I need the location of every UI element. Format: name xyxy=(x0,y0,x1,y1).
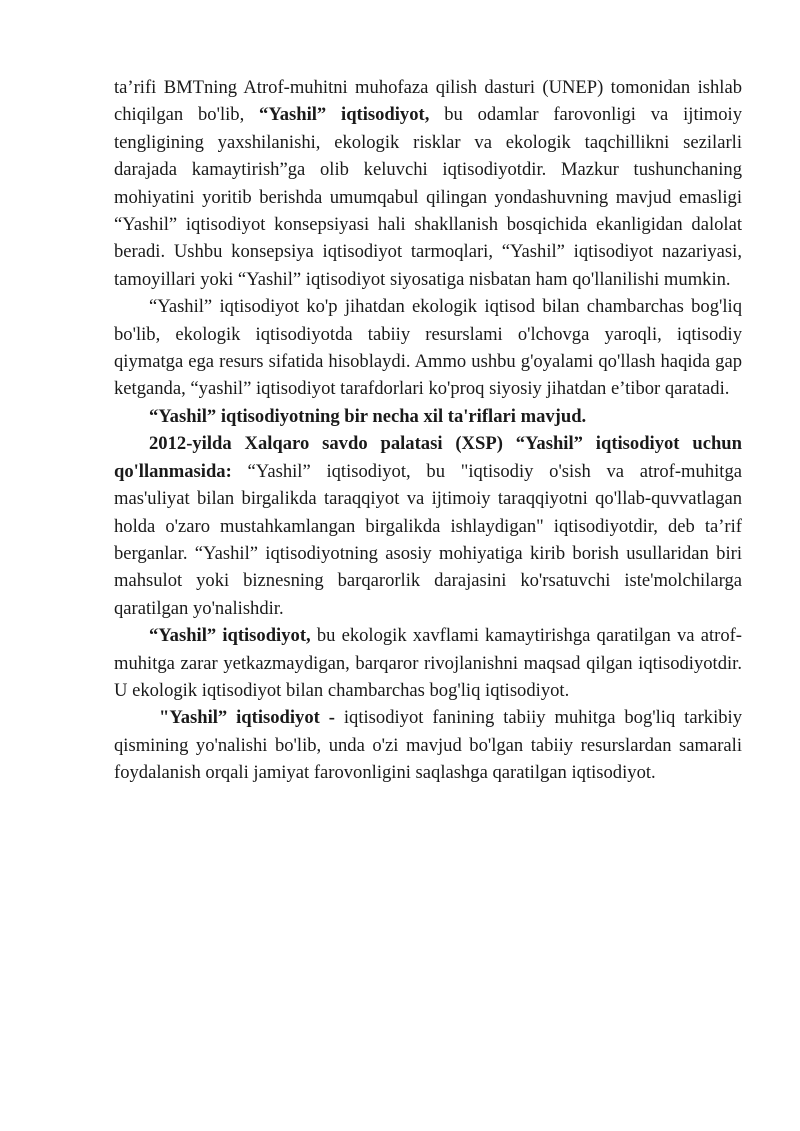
bold-term: “Yashil” iqtisodiyot, xyxy=(259,104,430,126)
bold-term: “Yashil” iqtisodiyot, xyxy=(149,625,311,647)
paragraph-text: ta’rifi BMTning Atrof-muhitni muhofaza qilish dasturi (UNEP) tomonidan ishlab chiqilgan bo'lib, xyxy=(114,77,742,126)
paragraph-text: bu odamlar farovonligi va ijtimoiy tengligining yaxshilanishi, ekologik risklar va ekologik taqchillikni sezilarli darajada kamaytirish”ga olib keluvchi iqtisodiyotdir. Mazkur tushunchaning mohiyatini yoritib berishda umumqabul qilingan yondashuvning mavjud emasligi “Yashil” iqtisodiyot konsepsiyasi hali shakllanish bosqichida ekanligidan dalolat beradi. Ushbu konsepsiya iqtisodiyot tarmoqlari, “Yashil” iqtisodiyot nazariyasi, tamoyillari yoki “Yashil” iqtisodiyot siyosatiga nisbatan ham qo'llanilishi mumkin. xyxy=(114,104,743,290)
paragraph-icc-definition xyxy=(114,430,742,622)
paragraph-text: iqtisodiyot fanining tabiiy muhitga bog'liq tarkibiy qismining yo'nalishi bo'lib, unda o'zi mavjud bo'lgan tabiiy resurslardan samarali foydalanish orqali jamiyat farovonligini saqlashga qaratilgan iqtisodiyot. xyxy=(114,707,743,784)
bold-heading: “Yashil” iqtisodiyotning bir necha xil ta'riflari mavjud. xyxy=(149,405,587,427)
bold-term: 2012-yilda Xalqaro savdo palatasi (XSP) “Yashil” iqtisodiyot uchun qo'llanmasida: xyxy=(114,433,742,482)
paragraph-risk-reduction-definition xyxy=(114,622,742,704)
paragraph-definitions-heading xyxy=(114,403,742,430)
paragraph-text: bu ekologik xavflami kamaytirishga qaratilgan va atrof-muhitga zarar yetkazmaydigan, barqaror rivojlanishni maqsad qilgan iqtisodiyotdir. U ekologik iqtisodiyot bilan chambarchas bog'liq iqtisodiyot. xyxy=(114,625,743,701)
paragraph-unep-definition xyxy=(114,74,742,293)
bold-term: "Yashil” iqtisodiyot - xyxy=(159,707,335,729)
paragraph-natural-resources-definition xyxy=(114,704,742,786)
document-page xyxy=(114,74,742,787)
paragraph-text: “Yashil” iqtisodiyot, bu "iqtisodiy o'sish va atrof-muhitga mas'uliyat bilan birgalikda taraqqiyot va ijtimoiy taraqqiyotni qo'llab-quvvatlagan holda o'zaro mustahkamlangan birgalikda ishlaydigan" iqtisodiyotdir, deb ta’rif berganlar. “Yashil” iqtisodiyotning asosiy mohiyatiga kirib borish usullaridan biri mahsulot yoki biznesning barqarorlik darajasini ko'rsatuvchi iste'molchilarga qaratilgan yo'nalishdir. xyxy=(114,460,742,619)
paragraph-text: “Yashil” iqtisodiyot ko'p jihatdan ekologik iqtisod bilan chambarchas bog'liq bo'lib, ekologik iqtisodiyotda tabiiy resurslami o'lchovga yaroqli, iqtisodiy qiymatga ega resurs sifatida hisoblaydi. Ammo ushbu g'oyalami qo'llash haqida gap ketganda, “yashil” iqtisodiyot tarafdorlari ko'proq siyosiy jihatdan e’tibor qaratadi. xyxy=(114,296,742,400)
paragraph-ecological-economics xyxy=(114,293,742,403)
